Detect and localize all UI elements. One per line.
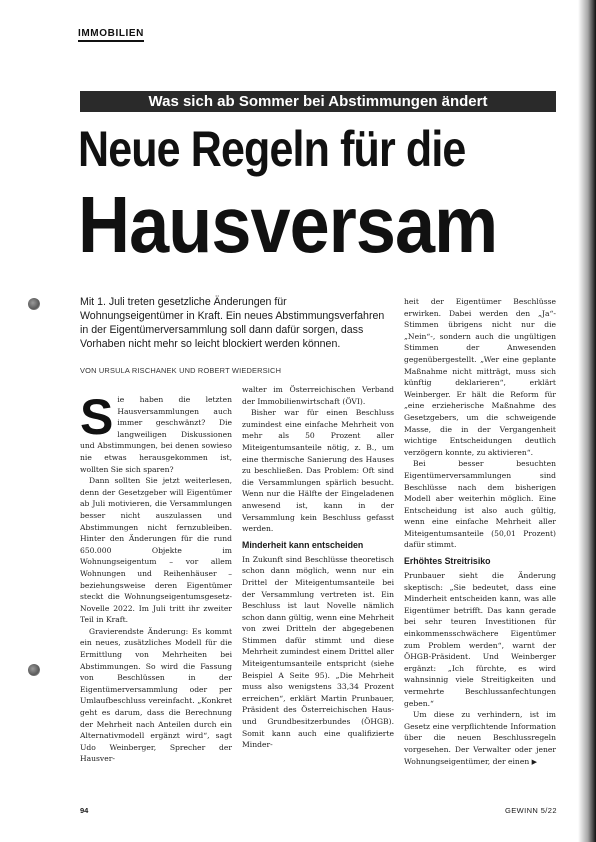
- paragraph: Gravierendste Änderung: Es kommt ein neues, zusätzliches Modell für die Ermittlung von Mehrheiten bei Abstimmungen. So wird die Fassung von Beschlüssen in der Eigentümerversammlung oder per Umlaufbeschluss vereinfacht. „Konkret geht es darum, dass die Berechnung der Mehrheit nach Anteilen durch ein Alternativmodell ergänzt wird“, sagt Udo Weinberger, Sprecher der Hausver-: [80, 626, 232, 764]
- page-number: 94: [80, 806, 89, 815]
- byline: VON URSULA RISCHANEK UND ROBERT WIEDERSICH: [80, 366, 282, 375]
- paragraph: Prunbauer sieht die Änderung skeptisch: „Sie bedeutet, dass eine Minderheit entscheiden kann, was alle Eigentümer betrifft. Das kann gerade bei sehr teuren Investitionen für einkommensschwächere Eigentümer zum Problem werden“, warnt der ÖHGB-Präsident. Und Weinberger ergänzt: „Ich fürchte, es wird wahnsinnig viele Streitigkeiten und vermehrte Beschlussanfechtungen geben.“: [404, 571, 556, 708]
- paragraph: Bisher war für einen Beschluss zumindest eine einfache Mehrheit von mehr als 50 Prozent aller Miteigentumsanteile nötig, z. B., um eine thermische Sanierung des Hauses zu beschließen. Das Problem: Oft sind die Versammlungen spärlich besucht. Wenn nur die Hälfte der Eingeladenen anwesend ist, kann in der Versammlung kein Beschluss gefasst werden.: [242, 408, 394, 534]
- drop-cap: S: [80, 389, 114, 445]
- paragraph: In Zukunft sind Beschlüsse theoretisch schon dann möglich, wenn nur ein Drittel der Miteigentumsanteile bei der Versammlung vertreten ist. Ein Beschluss ist laut Novelle nämlich schon dann gültig, wenn eine Mehrheit von zwei Dritteln der abgegebenen Stimmen dafür stimmt und diese Mehrheit zumindest einem Drittel aller Miteigentumsanteile entspricht (siehe Beispiel A Seite 95). „Die Mehrheit muss also wenigstens 33,34 Prozent erreichen“, erklärt Martin Prunbauer, Präsident des Österreichischen Haus- und Grundbesitzerbundes (ÖHGB). Somit kann auch eine qualifizierte Minder-: [242, 554, 394, 750]
- headline-line-2: Hausversam: [78, 180, 498, 269]
- continue-arrow-icon: ▶: [531, 757, 538, 766]
- paragraph: Bei besser besuchten Eigentümerversammlungen sind Beschlüsse nach dem bisherigen Modell aber weiterhin möglich. Eine Entscheidung ist also auch gültig, wenn eine einfache Mehrheit aller Miteigentumsanteile (50,01 Prozent) dafür stimmt.: [404, 459, 556, 550]
- magazine-issue: GEWINN 5/22: [505, 806, 557, 815]
- punch-hole-top: [28, 298, 40, 310]
- subheading: Erhöhtes Streitrisiko: [404, 556, 491, 567]
- section-label: IMMOBILIEN: [78, 28, 144, 42]
- lead-paragraph: Mit 1. Juli treten gesetzliche Änderungen für Wohnungseigentümer in Kraft. Ein neues Abstimmungsverfahren in der Eigentümerversammlung soll dann dafür sorgen, dass Vorhaben nicht mehr so leicht blockiert werden können.: [80, 296, 385, 350]
- text-column-1: [80, 389, 232, 765]
- page-edge-shadow: [578, 0, 596, 842]
- subheading: Minderheit kann entscheiden: [242, 539, 364, 550]
- kicker-bar: Was sich ab Sommer bei Abstimmungen ändert: [80, 91, 556, 112]
- paragraph: Dann sollten Sie jetzt weiterlesen, denn der Gesetzgeber will Eigentümer ab Juli motivieren, die Versammlungen besser nicht auszulassen und Abstimmungen nicht fernzubleiben. Hinter den Änderungen für die rund 650.000 Objekte im Wohnungseigentum – vor allem Wohnungen und Reihenhäuser – beziehungsweise deren Eigentümer steckt die Wohnungseigentumsgesetz-Novelle 2022. Im Juli tritt ihr zweiter Teil in Kraft.: [80, 476, 232, 625]
- punch-hole-bottom: [28, 664, 40, 676]
- paragraph: [404, 709, 556, 768]
- text-column-3: [404, 296, 556, 768]
- paragraph: heit der Eigentümer Beschlüsse erwirken. Dabei werden den „Ja“-Stimmen übrigens nicht nur die „Nein“-, sondern auch die ungültigen Stimmen der Anwesenden gegenübergestellt. „Wer eine geplante Maßnahme nicht mitträgt, muss sich künftig deklarieren“, erklärt Weinberger. Er hält die Reform für „eine erzieherische Maßnahme des Gesetzgebers, um die schweigende Masse, die in der Vergangenheit wichtige Entscheidungen deutlich verzögern konnte, zu aktivieren“.: [404, 297, 556, 457]
- headline-line-1: Neue Regeln für die: [78, 121, 466, 177]
- paragraph: walter im Österreichischen Verband der Immobilienwirtschaft (ÖVI).: [242, 385, 394, 406]
- text-column-2: [242, 384, 394, 751]
- paragraph-text: Um diese zu verhindern, ist im Gesetz eine verpflichtende Information über die neuen Beschlussregeln vorgesehen. Der Verwalter oder jener Wohnungseigentümer, der einen: [404, 710, 556, 766]
- paragraph: ie haben die letzten Hausversammlungen auch immer geschwänzt? Die langweiligen Diskussionen und Abstimmungen, bei denen sowieso nie etwas herausgekommen ist, wollten Sie sich sparen?: [80, 395, 232, 474]
